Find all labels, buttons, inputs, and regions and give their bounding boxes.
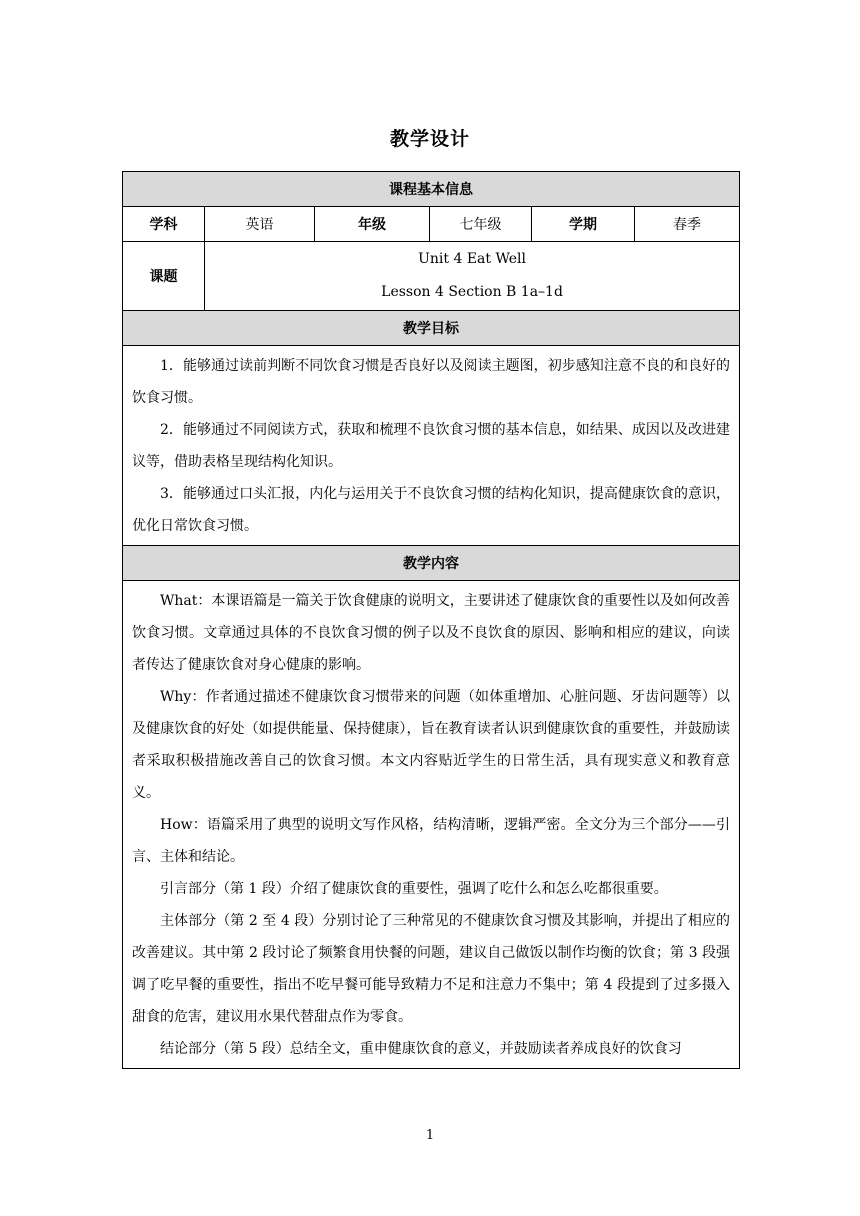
page-number: 1 xyxy=(425,1128,435,1143)
section-header-objectives: 教学目标 xyxy=(123,311,740,346)
content-paragraph: 引言部分（第 1 段）介绍了健康饮食的重要性，强调了吃什么和怎么吃都很重要。 xyxy=(160,881,668,897)
term-label: 学期 xyxy=(532,207,635,242)
objectives-cell xyxy=(123,346,740,546)
subject-value: 英语 xyxy=(205,207,315,242)
grade-value: 七年级 xyxy=(430,207,532,242)
content-paragraph: What：本课语篇是一篇关于饮食健康的说明文，主要讲述了健康饮食的重要性以及如何改善饮食习惯。文章通过具体的不良饮食习惯的例子以及不良饮食的原因、影响和相应的建议，向读者传达了健康饮食对身心健康的影响。 xyxy=(132,593,731,673)
content-paragraph: How：语篇采用了典型的说明文写作风格，结构清晰，逻辑严密。全文分为三个部分——引言、主体和结论。 xyxy=(132,817,731,865)
topic-value xyxy=(205,242,740,311)
section-header-basic-info: 课程基本信息 xyxy=(123,172,740,207)
section-header-content: 教学内容 xyxy=(123,546,740,581)
content-paragraph: 结论部分（第 5 段）总结全文，重申健康饮食的意义，并鼓励读者养成良好的饮食习 xyxy=(160,1041,682,1057)
objective-item: 2．能够通过不同阅读方式，获取和梳理不良饮食习惯的基本信息，如结果、成因以及改进建议等，借助表格呈现结构化知识。 xyxy=(132,422,731,470)
content-paragraph: Why：作者通过描述不健康饮食习惯带来的问题（如体重增加、心脏问题、牙齿问题等）以及健康饮食的好处（如提供能量、保持健康），旨在教育读者认识到健康饮食的重要性，并鼓励读者采取积极措施改善自己的饮食习惯。本文内容贴近学生的日常生活，具有现实意义和教育意义。 xyxy=(132,689,731,801)
content-cell xyxy=(123,581,740,1069)
grade-label: 年级 xyxy=(315,207,430,242)
content-paragraph: 主体部分（第 2 至 4 段）分别讨论了三种常见的不健康饮食习惯及其影响，并提出了相应的改善建议。其中第 2 段讨论了频繁食用快餐的问题，建议自己做饭以制作均衡的饮食；第 3 段强调了吃早餐的重要性，指出不吃早餐可能导致精力不足和注意力不集中；第 4 段提到了过多摄入甜食的危害，建议用水果代替甜点作为零食。 xyxy=(132,913,731,1025)
objective-item: 3．能够通过口头汇报，内化与运用关于不良饮食习惯的结构化知识，提高健康饮食的意识，优化日常饮食习惯。 xyxy=(132,486,731,534)
objective-item: 1．能够通过读前判断不同饮食习惯是否良好以及阅读主题图，初步感知注意不良的和良好的饮食习惯。 xyxy=(132,358,731,406)
term-value: 春季 xyxy=(635,207,740,242)
topic-unit: Unit 4 Eat Well xyxy=(418,251,526,267)
topic-label: 课题 xyxy=(123,242,205,311)
subject-label: 学科 xyxy=(123,207,205,242)
topic-lesson: Lesson 4 Section B 1a–1d xyxy=(381,284,563,300)
page-title: 教学设计 xyxy=(389,128,470,150)
lesson-plan-table xyxy=(122,171,740,1069)
